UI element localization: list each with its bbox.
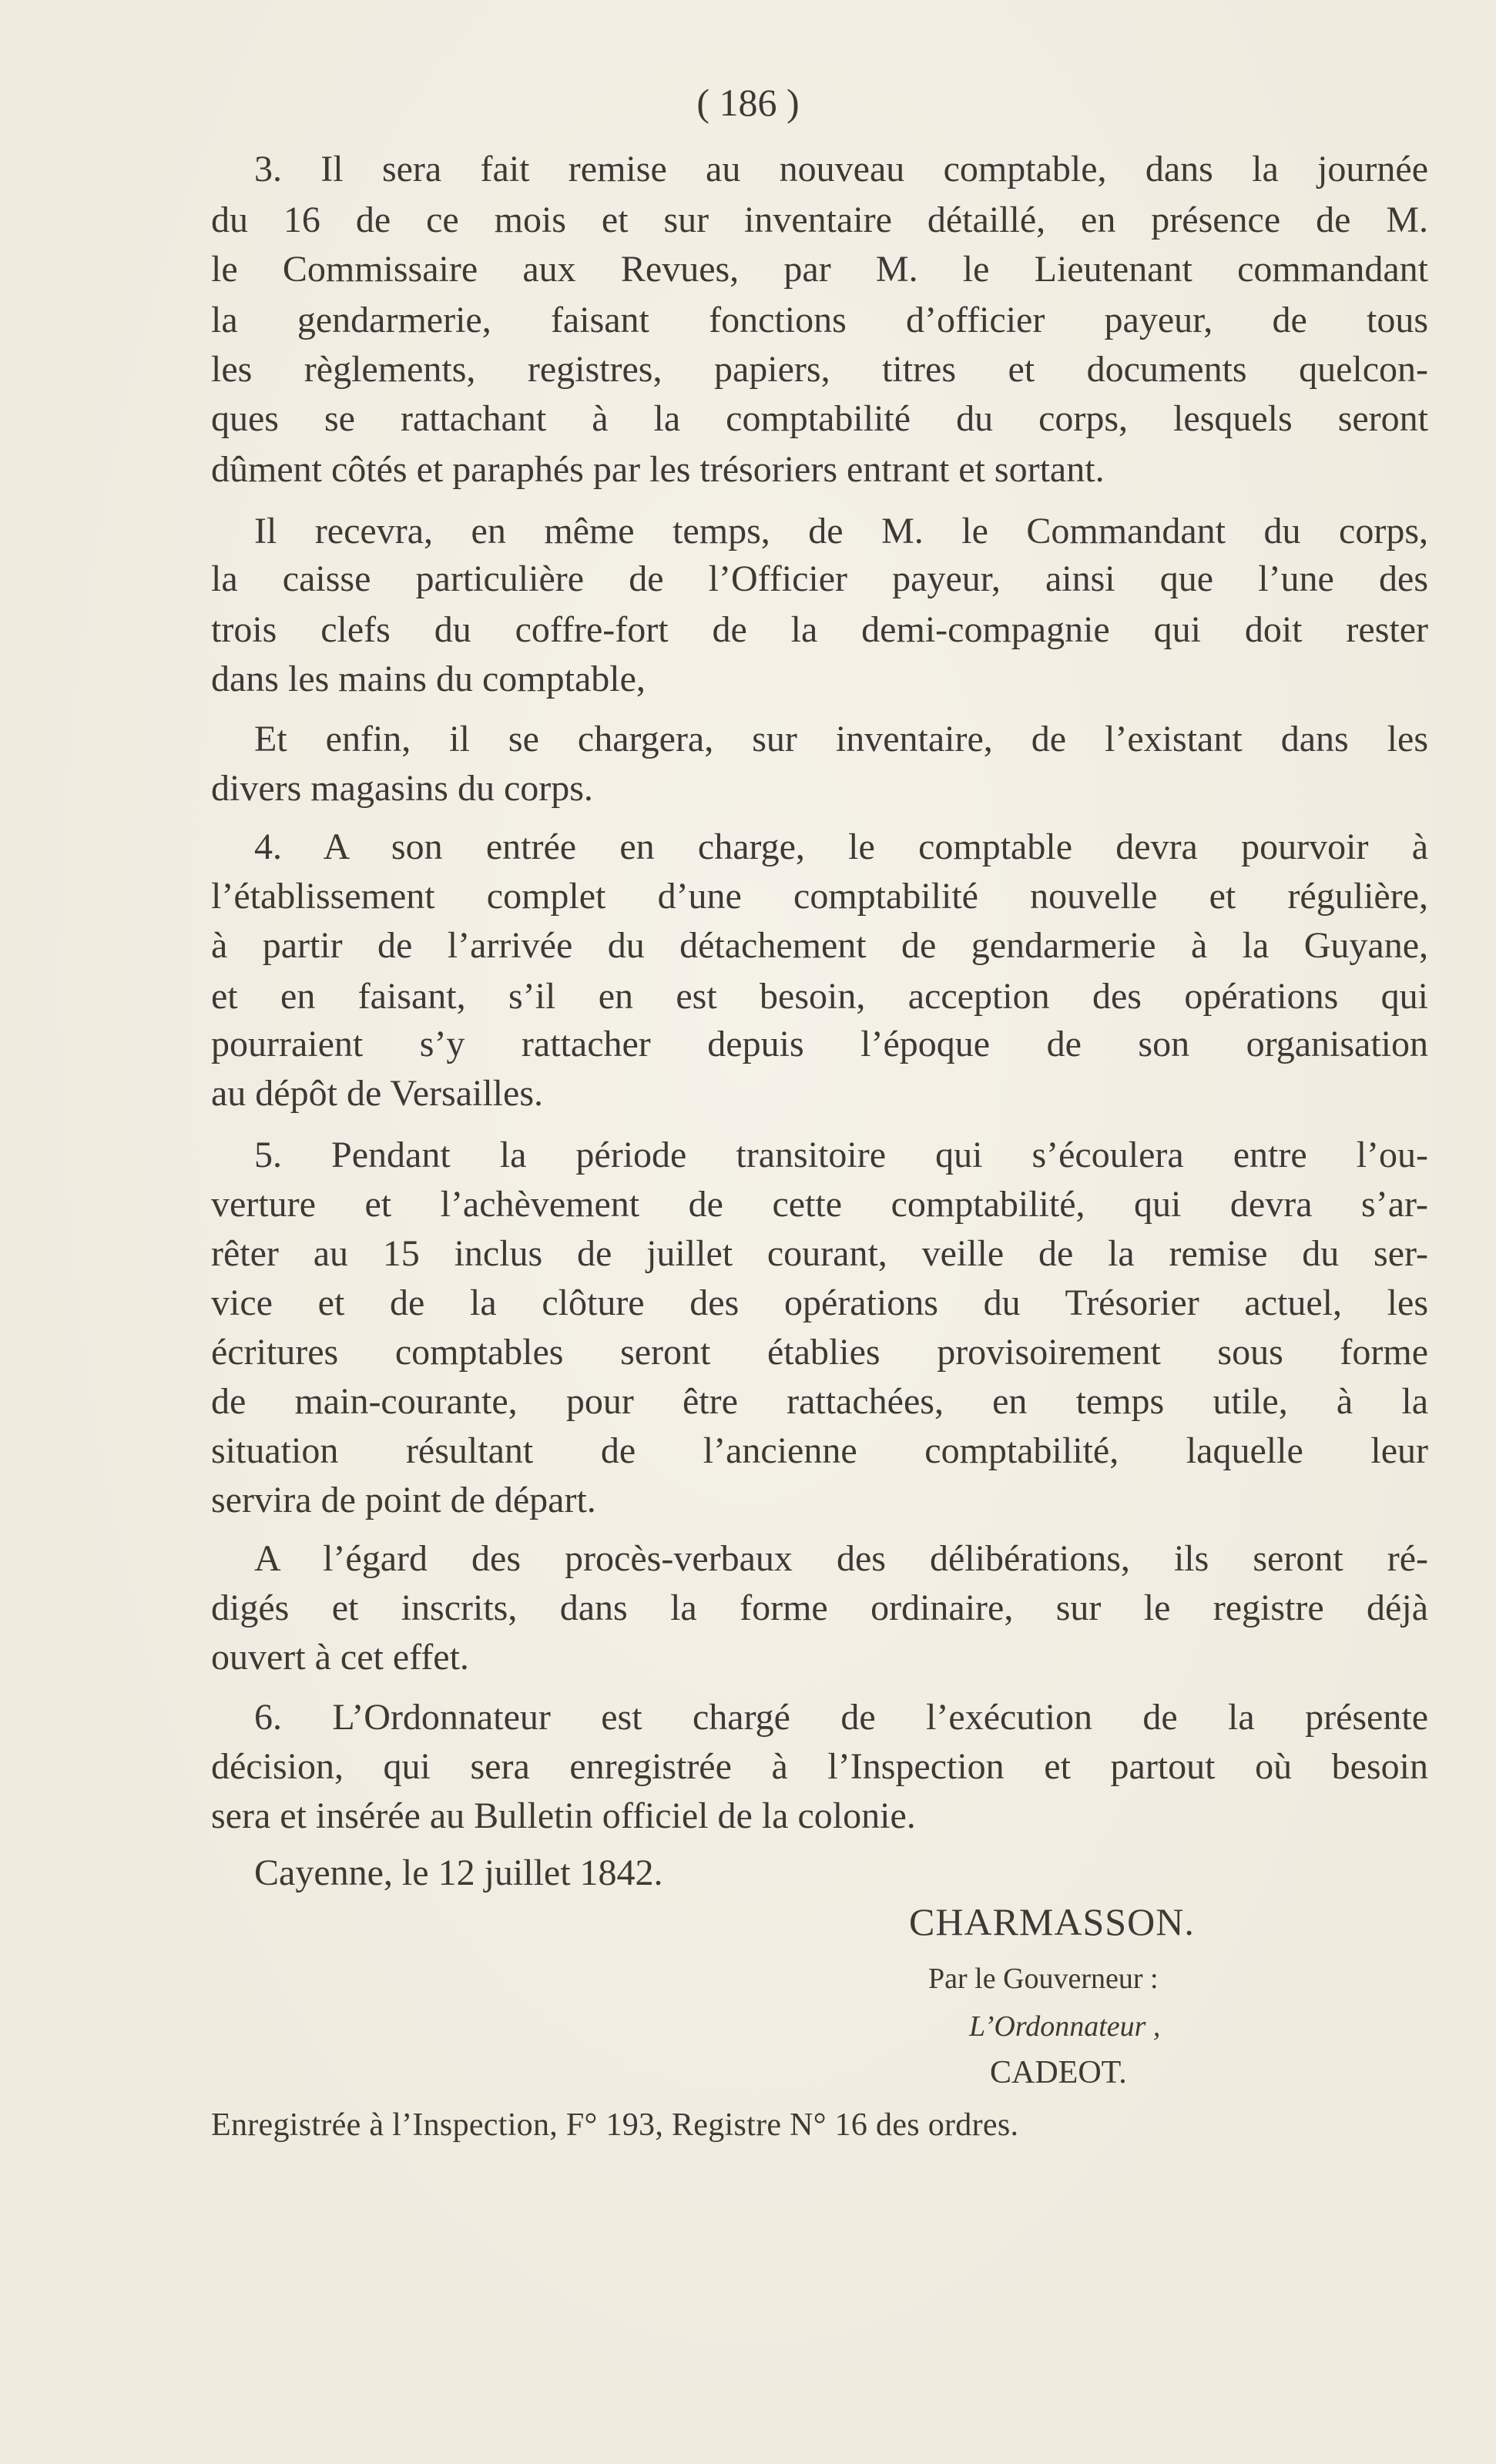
text-line: divers magasins du corps. [211, 768, 593, 809]
ordonnateur-name: CADEOT. [990, 2055, 1127, 2090]
by-governor-line: Par le Gouverneur : [928, 1963, 1159, 1995]
text-line: A l’égard des procès-verbaux des délibérations, ils seront ré- [254, 1538, 1428, 1579]
text-line: le Commissaire aux Revues, par M. le Lieutenant commandant [211, 249, 1428, 290]
text-line: à partir de l’arrivée du détachement de gendarmerie à la Guyane, [211, 925, 1428, 966]
text-line: les règlements, registres, papiers, titres et documents quelcon- [211, 349, 1428, 390]
text-line: 3. Il sera fait remise au nouveau comptable, dans la journée [254, 149, 1428, 189]
text-line: 6. L’Ordonnateur est chargé de l’exécution de la présente [254, 1697, 1428, 1738]
text-line: la caisse particulière de l’Officier payeur, ainsi que l’une des [211, 558, 1428, 599]
text-line: pourraient s’y rattacher depuis l’époque de son organisation [211, 1024, 1428, 1064]
text-line: de main-courante, pour être rattachées, en temps utile, à la [211, 1381, 1428, 1422]
text-line: servira de point de départ. [211, 1480, 596, 1520]
text-line: sera et insérée au Bulletin officiel de la colonie. [211, 1795, 916, 1836]
text-line: et en faisant, s’il en est besoin, acception des opérations qui [211, 976, 1428, 1017]
text-line: ques se rattachant à la comptabilité du corps, lesquels seront [211, 398, 1428, 439]
text-line: 5. Pendant la période transitoire qui s’écoulera entre l’ou- [254, 1135, 1428, 1175]
text-line: 4. A son entrée en charge, le comptable devra pourvoir à [254, 826, 1428, 867]
text-line: rêter au 15 inclus de juillet courant, veille de la remise du ser- [211, 1233, 1428, 1274]
text-line: verture et l’achèvement de cette comptabilité, qui devra s’ar- [211, 1184, 1428, 1225]
text-line: Il recevra, en même temps, de M. le Commandant du corps, [254, 511, 1428, 551]
text-line: dûment côtés et paraphés par les trésoriers entrant et sortant. [211, 449, 1105, 490]
text-line: vice et de la clôture des opérations du Trésorier actuel, les [211, 1282, 1428, 1323]
ordonnateur-title: L’Ordonnateur , [969, 2010, 1161, 2043]
signatory-name: CHARMASSON. [909, 1900, 1195, 1943]
text-line: digés et inscrits, dans la forme ordinaire, sur le registre déjà [211, 1587, 1428, 1628]
text-line: la gendarmerie, faisant fonctions d’officier payeur, de tous [211, 300, 1428, 340]
page-number: ( 186 ) [696, 81, 800, 124]
registration-note: Enregistrée à l’Inspection, F° 193, Registre N° 16 des ordres. [211, 2107, 1019, 2143]
text-line: situation résultant de l’ancienne comptabilité, laquelle leur [211, 1430, 1428, 1471]
text-line: ouvert à cet effet. [211, 1637, 469, 1678]
text-line: l’établissement complet d’une comptabilité nouvelle et régulière, [211, 876, 1428, 917]
text-line: Et enfin, il se chargera, sur inventaire, de l’existant dans les [254, 719, 1428, 759]
text-line: au dépôt de Versailles. [211, 1073, 543, 1114]
text-line: trois clefs du coffre-fort de la demi-compagnie qui doit rester [211, 609, 1428, 650]
text-line: du 16 de ce mois et sur inventaire détaillé, en présence de M. [211, 199, 1428, 240]
date-line: Cayenne, le 12 juillet 1842. [254, 1852, 663, 1893]
text-line: dans les mains du comptable, [211, 659, 646, 699]
text-line: écritures comptables seront établies provisoirement sous forme [211, 1332, 1428, 1373]
text-line: décision, qui sera enregistrée à l’Inspection et partout où besoin [211, 1746, 1428, 1787]
